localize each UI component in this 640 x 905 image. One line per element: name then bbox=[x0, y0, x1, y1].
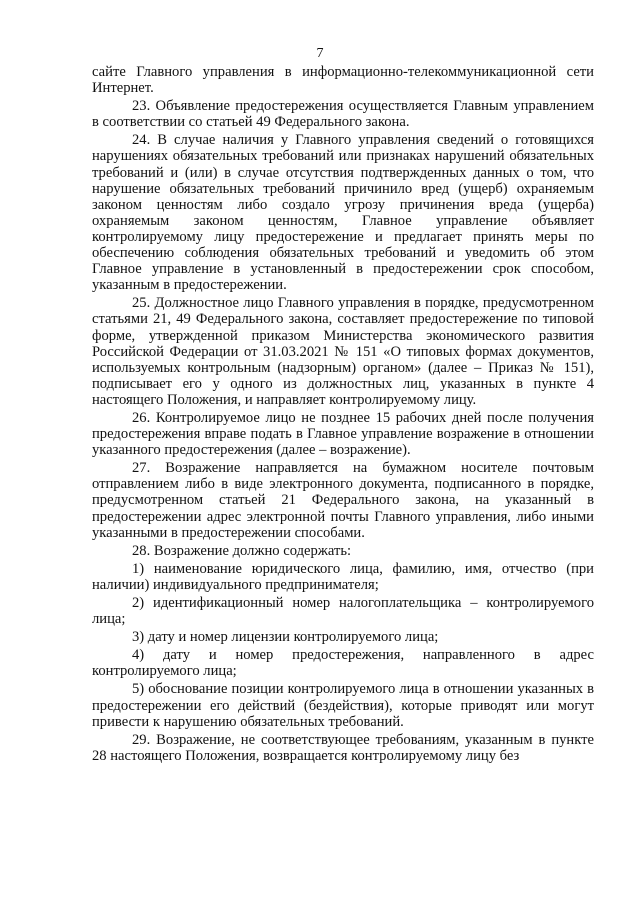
paragraph-continuation: сайте Главного управления в информационно-телекоммуникационной сети Интернет. bbox=[92, 64, 594, 97]
document-body bbox=[92, 64, 594, 766]
paragraph-28: 28. Возражение должно содержать: bbox=[132, 542, 352, 559]
paragraph-23: 23. Объявление предостережения осуществляется Главным управлением в соответствии со статьей 49 Федерального закона. bbox=[92, 98, 594, 131]
list-item-1: 1) наименование юридического лица, фамилию, имя, отчество (при наличии) индивидуального предпринимателя; bbox=[92, 560, 594, 593]
list-item-5: 5) обоснование позиции контролируемого лица в отношении указанных в предостережении его действий (бездействия), которые приводят или могут привести к нарушению обязательных требований. bbox=[92, 681, 594, 730]
list-item-2: 2) идентификационный номер налогоплательщика – контролируемого лица; bbox=[92, 595, 594, 628]
paragraph-26: 26. Контролируемое лицо не позднее 15 рабочих дней после получения предостережения вправе подать в Главное управление возражение в отношении указанного предостережения (далее – возражение). bbox=[92, 409, 594, 459]
list-item-3: 3) дату и номер лицензии контролируемого лица; bbox=[132, 629, 439, 646]
list-item-4: 4) дату и номер предостережения, направленного в адрес контролируемого лица; bbox=[92, 647, 594, 680]
paragraph-27: 27. Возражение направляется на бумажном носителе почтовым отправлением либо в виде электронного документа, подписанного в порядке, предусмотренном статьей 21 Федерального закона, на указанный в предостережении адрес электронной почты Главного управления, либо иными указанными в предостережении способами. bbox=[92, 460, 594, 541]
page-number: 7 bbox=[316, 46, 324, 61]
paragraph-25: 25. Должностное лицо Главного управления в порядке, предусмотренном статьями 21, 49 Федерального закона, составляет предостережение по типовой форме, утвержденной приказом Министерства экономического развития Российской Федерации от 31.03.2021 № 151 «О типовых формах документов, используемых контрольным (надзорным) органом» (далее – Приказ № 151), подписывает его у одного из должностных лиц, указанных в пункте 4 настоящего Положения, и направляет контролируемому лицу. bbox=[92, 295, 594, 408]
paragraph-24: 24. В случае наличия у Главного управления сведений о готовящихся нарушениях обязательных требований или признаках нарушений обязательных требований и (или) в случае отсутствия подтвержденных данных о том, что нарушение обязательных требований причинило вред (ущерб) охраняемым законом ценностям либо создало угрозу причинения вреда (ущерба) охраняемым законом ценностям, Главное управление объявляет контролируемому лицу предостережение и предлагает принять меры по обеспечению соблюдения обязательных требований и уведомить об этом Главное управление в установленный в предостережении срок способом, указанным в предостережении. bbox=[92, 132, 594, 294]
paragraph-29: 29. Возражение, не соответствующее требованиям, указанным в пункте 28 настоящего Положения, возвращается контролируемому лицу без bbox=[92, 731, 594, 764]
